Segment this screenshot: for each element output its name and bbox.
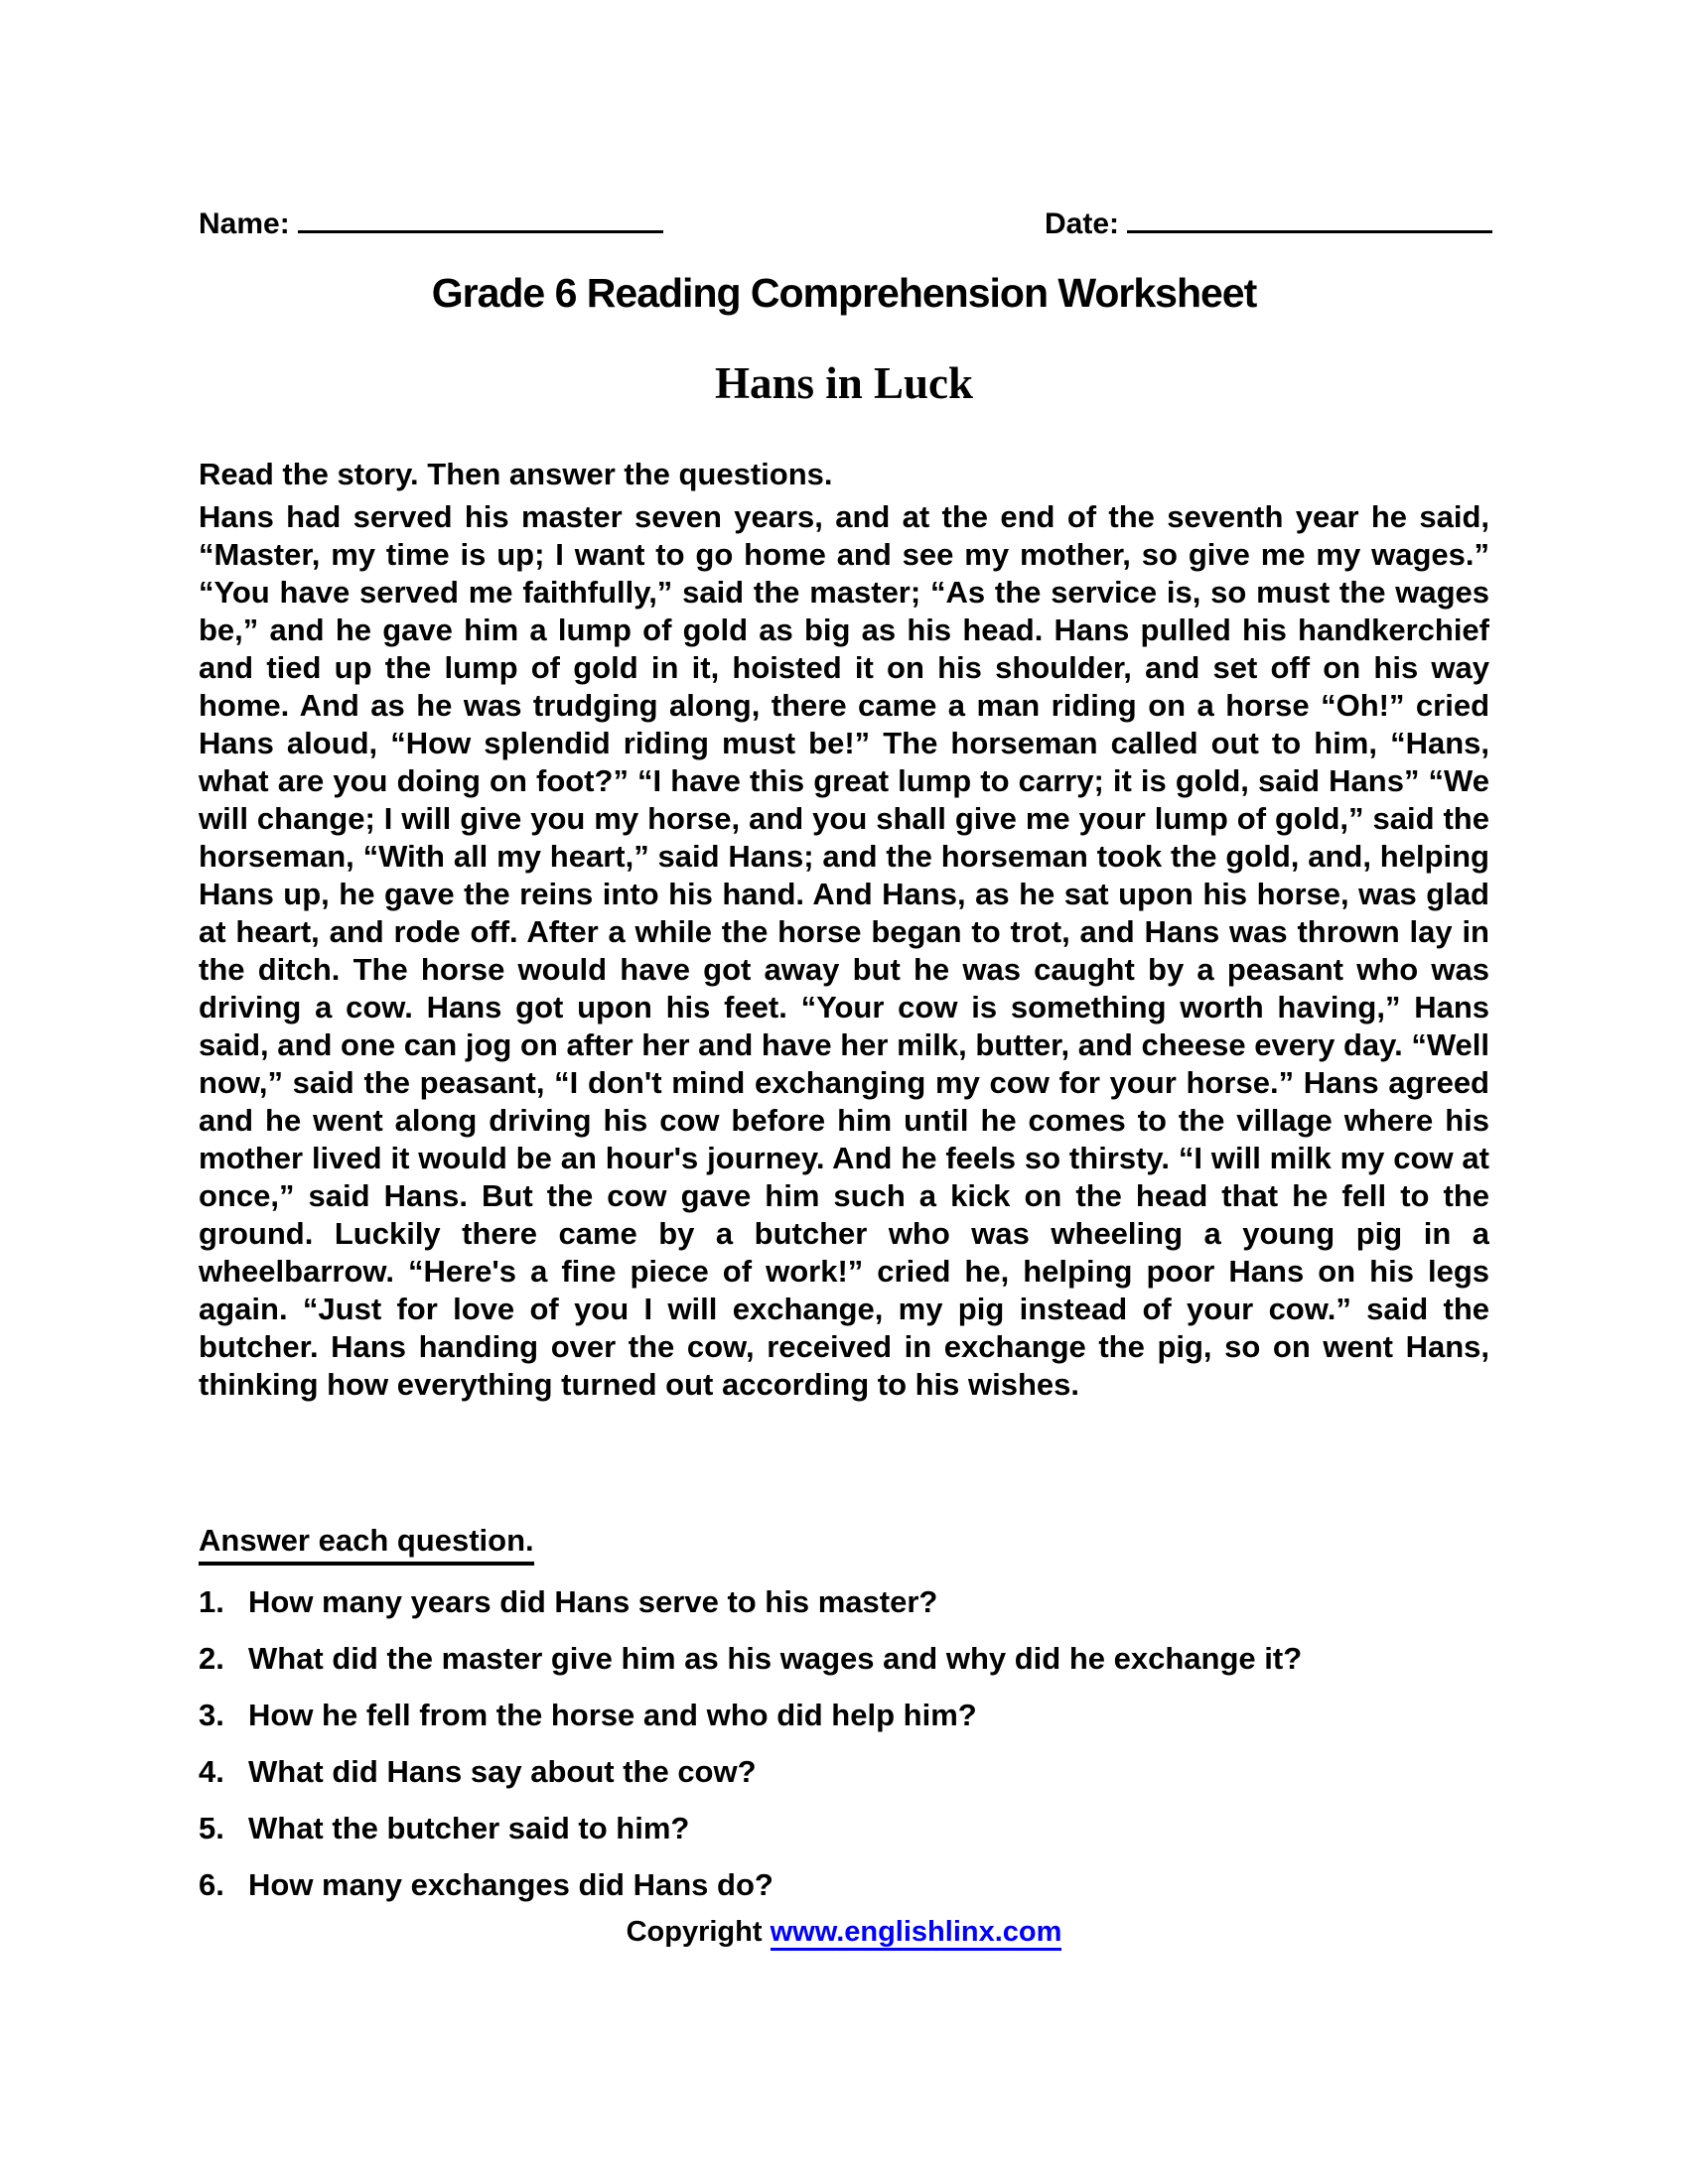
question-item <box>199 1641 1489 1698</box>
worksheet-title: Grade 6 Reading Comprehension Worksheet <box>431 270 1257 316</box>
question-number: 3. <box>199 1698 224 1732</box>
question-text: How he fell from the horse and who did help him? <box>248 1698 977 1732</box>
question-number: 6. <box>199 1867 224 1902</box>
story-title: Hans in Luck <box>714 358 974 408</box>
question-item <box>199 1698 1489 1754</box>
date-field <box>1045 201 1492 241</box>
question-item <box>199 1811 1489 1867</box>
question-text: How many exchanges did Hans do? <box>248 1867 774 1902</box>
question-number: 5. <box>199 1811 224 1845</box>
question-item <box>199 1584 1489 1641</box>
question-item <box>199 1754 1489 1811</box>
question-text: How many years did Hans serve to his master? <box>248 1584 938 1619</box>
story-text: Hans had served his master seven years, and at the end of the seventh year he said, “Master, my time is up; I want to go home and see my mother, so give me my wages.” “You have served me faithfully,” said the master; “As the service is, so must the wages be,” and he gave him a lump of gold as big as his head. Hans pulled his handkerchief and tied up the lump of gold in it, hoisted it on his shoulder, and set off on his way home. And as he was trudging along, there came a man riding on a horse “Oh!” cried Hans aloud, “How splendid riding must be!” The horseman called out to him, “Hans, what are you doing on foot?” “I have this great lump to carry; it is gold, said Hans” “We will change; I will give you my horse, and you shall give me your lump of gold,” said the horseman, “With all my heart,” said Hans; and the horseman took the gold, and, helping Hans up, he gave the reins into his hand. And Hans, as he sat upon his horse, was glad at heart, and rode off. After a while the horse began to trot, and Hans was thrown lay in the ditch. The horse would have got away but he was caught by a peasant who was driving a cow. Hans got upon his feet. “Your cow is something worth having,” Hans said, and one can jog on after her and have her milk, butter, and cheese every day. “Well now,” said the peasant, “I don't mind exchanging my cow for your horse.” Hans agreed and he went along driving his cow before him until he comes to the village where his mother lived it would be an hour's journey. And he feels so thirsty. “I will milk my cow at once,” said Hans. But the cow gave him such a kick on the head that he fell to the ground. Luckily there came by a butcher who was wheeling a young pig in a wheelbarrow. “Here's a fine piece of work!” cried he, helping poor Hans on his legs again. “Just for love of you I will exchange, my pig instead of your cow.” said the butcher. Hans handing over the cow, received in exchange the pig, so on went Hans, thinking how everything turned out according to his wishes. <box>199 499 1489 1402</box>
question-text: What did Hans say about the cow? <box>248 1754 757 1789</box>
name-blank-line <box>298 201 663 233</box>
date-label: Date: <box>1045 207 1120 240</box>
question-text: What did the master give him as his wages and why did he exchange it? <box>248 1641 1303 1676</box>
name-label: Name: <box>199 207 290 240</box>
instruction-text: Read the story. Then answer the questions. <box>199 457 833 491</box>
englishlinx-link[interactable]: www.englishlinx.com <box>771 1916 1062 1951</box>
question-number: 2. <box>199 1641 224 1676</box>
answer-section-heading <box>199 1523 534 1566</box>
question-text: What the butcher said to him? <box>248 1811 690 1845</box>
name-field <box>199 201 663 241</box>
copyright-label: Copyright <box>626 1916 771 1948</box>
answer-section-heading-label: Answer each question. <box>199 1523 534 1566</box>
question-number: 4. <box>199 1754 224 1789</box>
copyright-footer <box>0 1916 1688 1949</box>
question-list <box>199 1584 1489 1924</box>
date-blank-line <box>1127 201 1492 233</box>
question-number: 1. <box>199 1584 224 1619</box>
